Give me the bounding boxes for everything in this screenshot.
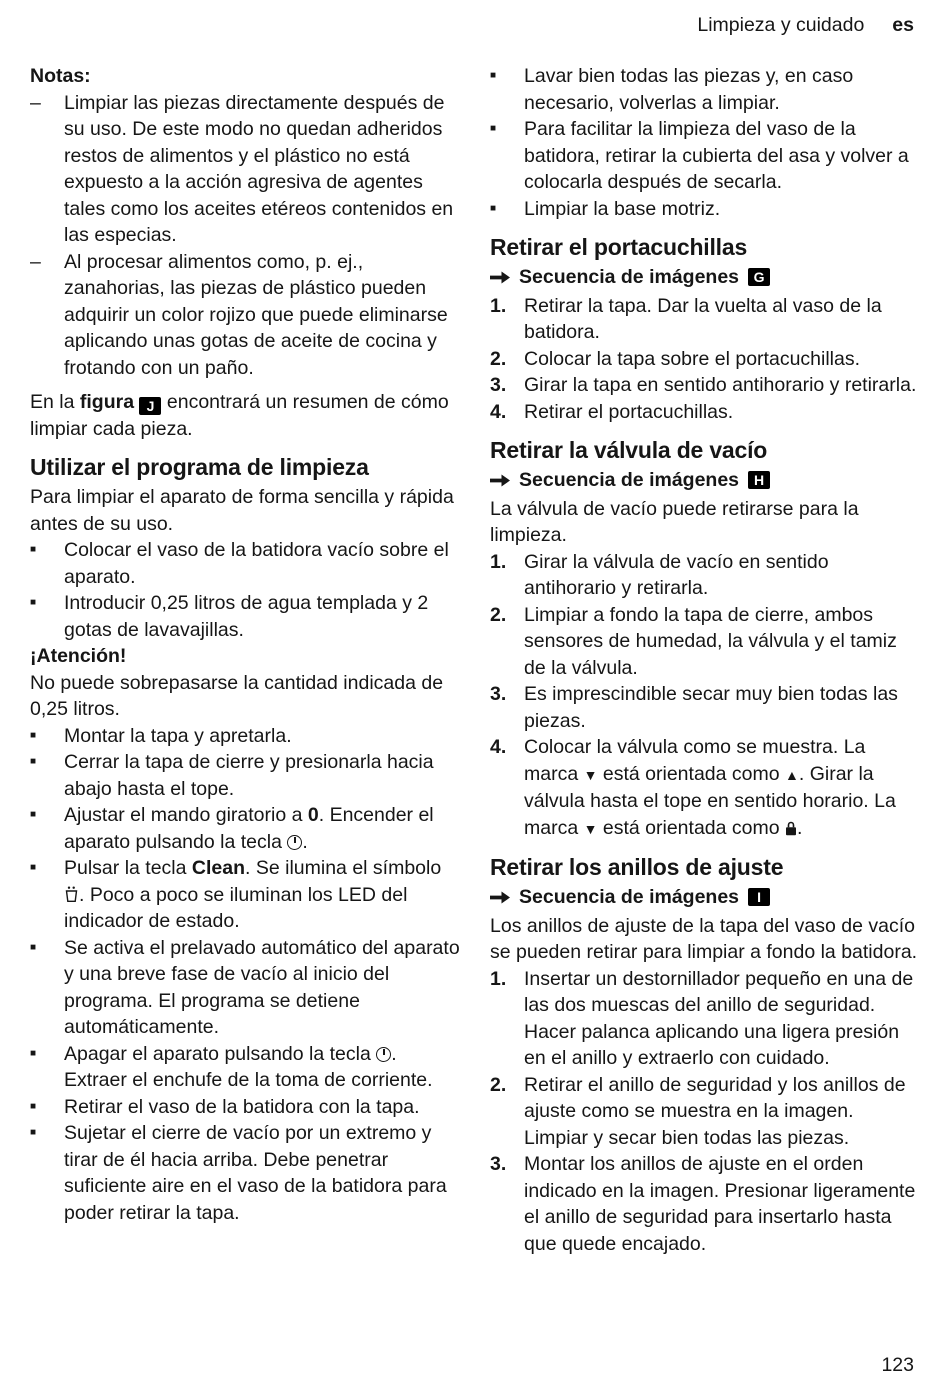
arrow-right-icon xyxy=(490,271,510,284)
bullet-item xyxy=(30,855,460,935)
item-text: Sujetar el cierre de vacío por un extremo y tirar de él hacia arriba. Debe penetrar suficiente aire en el vaso de la batidora para poder retirar la tapa. xyxy=(64,1122,447,1224)
clean-program-icon xyxy=(64,882,79,909)
item-number: 1. xyxy=(490,294,507,317)
item-text: Al procesar alimentos como, p. ej., zanahorias, las piezas de plástico pueden adquirir un color rojizo que puede eliminarse aplicando unas gotas de aceite de cocina y frotando con un paño. xyxy=(64,250,448,379)
bullet-item xyxy=(30,1120,460,1226)
bullet-marker: ■ xyxy=(30,544,37,555)
sequence-label: Secuencia de imágenes xyxy=(519,266,740,288)
bold-text: figura xyxy=(79,391,135,413)
section-heading: Utilizar el programa de limpieza xyxy=(30,454,369,480)
lock-icon xyxy=(785,815,797,842)
item-text: Retirar el anillo de seguridad y los anillos de ajuste como se muestra en la imagen. Limpiar y secar bien todas las piezas. xyxy=(524,1073,906,1149)
num-item xyxy=(490,681,920,734)
mark-down-icon: ▼ xyxy=(583,766,598,783)
bullet-marker: ■ xyxy=(30,756,37,767)
item-text: Retirar el portacuchillas. xyxy=(524,400,734,423)
num-item xyxy=(490,549,920,602)
section-heading: Retirar la válvula de vacío xyxy=(490,437,768,463)
bullet-marker: ■ xyxy=(30,862,37,873)
sequence-label: Secuencia de imágenes xyxy=(519,886,740,908)
item-text: Introducir 0,25 litros de agua templada y 2 gotas de lavavajillas. xyxy=(64,592,429,641)
bullet-item xyxy=(490,63,920,116)
item-number: 3. xyxy=(490,683,507,705)
power-bar xyxy=(294,837,296,843)
bullet-item xyxy=(30,1041,460,1094)
item-text: Limpiar la base motriz. xyxy=(524,197,721,220)
bullet-item xyxy=(30,1094,460,1121)
item-text: Retirar la tapa. Dar la vuelta al vaso de la batidora. xyxy=(524,294,882,343)
item-number: 4. xyxy=(490,400,507,423)
paragraph: No puede sobrepasarse la cantidad indicada de 0,25 litros. xyxy=(30,671,444,720)
bullet-marker: ■ xyxy=(30,597,37,608)
dash-item xyxy=(30,249,460,382)
num-item xyxy=(490,372,920,399)
item-text: Colocar la tapa sobre el portacuchillas. xyxy=(524,347,861,370)
mark-up-icon: ▲ xyxy=(785,766,799,783)
figure-badge: H xyxy=(748,471,770,489)
language-code: es xyxy=(892,14,914,36)
item-number: 2. xyxy=(490,603,507,626)
item-text: Lavar bien todas las piezas y, en caso necesario, volverlas a limpiar. xyxy=(524,65,854,114)
right-column xyxy=(490,63,920,1257)
num-item xyxy=(490,399,920,426)
section-heading: Retirar los anillos de ajuste xyxy=(490,854,784,880)
page-header xyxy=(0,0,950,37)
num-item xyxy=(490,293,920,346)
bullet-item xyxy=(30,749,460,802)
bullet-marker: ■ xyxy=(30,1127,37,1138)
item-number: 2. xyxy=(490,347,507,370)
item-text: Cerrar la tapa de cierre y presionarla hacia abajo hasta el tope. xyxy=(64,751,434,800)
bullet-item xyxy=(30,537,460,590)
item-text: Girar la válvula de vacío en sentido antihorario y retirarla. xyxy=(524,550,829,599)
item-number: 2. xyxy=(490,1073,507,1096)
paragraph: La válvula de vacío puede retirarse para la limpieza. xyxy=(490,497,859,546)
bold-label: Notas: xyxy=(30,65,91,87)
item-text: Limpiar a fondo la tapa de cierre, ambos sensores de humedad, la válvula y el tamiz de la válvula. xyxy=(524,603,897,679)
bullet-marker: ■ xyxy=(30,1047,37,1059)
paragraph: Para limpiar el aparato de forma sencilla y rápida antes de su uso. xyxy=(30,486,454,535)
bullet-marker: ■ xyxy=(490,123,497,134)
bullet-marker: ■ xyxy=(30,809,37,820)
arrow-right-icon xyxy=(490,474,510,487)
dash-item xyxy=(30,90,460,249)
item-text: Insertar un destornillador pequeño en una de las dos muescas del anillo de seguridad. Hacer palanca aplicando una ligera presión en el anillo y extraerlo con cuidado. xyxy=(524,967,914,1069)
bullet-item xyxy=(490,116,920,196)
paragraph: Los anillos de ajuste de la tapa del vaso de vacío se pueden retirar para limpiar a fondo la batidora. xyxy=(490,914,918,963)
bullet-marker: ■ xyxy=(490,202,497,214)
num-item xyxy=(490,734,920,842)
sequence-label: Secuencia de imágenes xyxy=(519,469,740,491)
item-text: Se activa el prelavado automático del aparato y una breve fase de vacío al inicio del programa. El programa se detiene automáticamente. xyxy=(64,936,460,1038)
power-icon xyxy=(376,1047,391,1062)
section-heading: Retirar el portacuchillas xyxy=(490,234,748,260)
power-bar xyxy=(383,1049,385,1055)
num-item xyxy=(490,602,920,682)
arrow-right-icon xyxy=(490,891,510,904)
item-text: Colocar la válvula como se muestra. La marca ▼ está orientada como ▲. Girar la válvula hasta el tope en sentido horario. La marca ▼ está orientada como . xyxy=(524,734,920,842)
item-text: Es imprescindible secar muy bien todas las piezas. xyxy=(524,683,898,732)
item-number: 1. xyxy=(490,967,507,990)
item-text: Para facilitar la limpieza del vaso de la batidora, retirar la cubierta del asa y volver a colocarla después de secarla. xyxy=(524,118,909,193)
item-number: 1. xyxy=(490,550,507,573)
figure-badge: J xyxy=(139,397,161,415)
image-sequence-ref xyxy=(490,264,920,291)
num-item xyxy=(490,346,920,373)
num-item xyxy=(490,1072,920,1152)
item-text: Pulsar la tecla Clean. Se ilumina el símbolo . Poco a poco se iluminan los LED del indicador de estado. xyxy=(64,857,442,932)
bullet-item xyxy=(30,935,460,1041)
item-text: Montar la tapa y apretarla. xyxy=(64,724,292,747)
item-text: Apagar el aparato pulsando la tecla . Extraer el enchufe de la toma de corriente. xyxy=(64,1042,433,1091)
num-item xyxy=(490,1151,920,1257)
bullet-item xyxy=(490,196,920,223)
bullet-item xyxy=(30,590,460,643)
item-number: 3. xyxy=(490,1153,507,1175)
item-number: 4. xyxy=(490,736,507,758)
item-number: 3. xyxy=(490,374,507,396)
image-sequence-ref xyxy=(490,884,920,911)
bullet-item xyxy=(30,802,460,855)
item-text: Limpiar las piezas directamente después de su uso. De este modo no quedan adheridos restos de alimentos y el plástico no está expuesto a la acción agresiva de agentes tales como los aceites etéreos contenidos en las especias. xyxy=(64,91,454,246)
item-text: Montar los anillos de ajuste en el orden indicado en la imagen. Presionar ligeramente el anillo de seguridad para insertarlo hasta que quede encajado. xyxy=(524,1153,916,1255)
bullet-marker: ■ xyxy=(30,941,37,953)
power-icon xyxy=(287,835,302,850)
bullet-item xyxy=(30,723,460,750)
item-text: Ajustar el mando giratorio a 0. Encender el aparato pulsando la tecla . xyxy=(64,804,434,853)
num-item xyxy=(490,966,920,1072)
mark-down-icon: ▼ xyxy=(583,820,598,837)
page-number: 123 xyxy=(881,1354,914,1376)
bullet-marker: ■ xyxy=(30,1100,37,1112)
paragraph: En la figura J encontrará un resumen de cómo limpiar cada pieza. xyxy=(30,391,449,440)
bold-text: Clean xyxy=(191,857,246,879)
item-text: Colocar el vaso de la batidora vacío sobre el aparato. xyxy=(64,539,449,588)
bold-label: ¡Atención! xyxy=(30,645,127,667)
bold-text: 0 xyxy=(307,804,319,826)
bullet-marker: ■ xyxy=(30,729,37,741)
bullet-marker: ■ xyxy=(490,70,497,81)
dash-marker: – xyxy=(30,250,41,273)
left-column xyxy=(30,63,460,1257)
chapter-title: Limpieza y cuidado xyxy=(697,14,865,36)
figure-badge: G xyxy=(748,268,770,286)
image-sequence-ref xyxy=(490,467,920,494)
item-text: Girar la tapa en sentido antihorario y retirarla. xyxy=(524,374,917,396)
item-text: Retirar el vaso de la batidora con la tapa. xyxy=(64,1095,420,1118)
dash-marker: – xyxy=(30,91,41,114)
figure-badge: I xyxy=(748,888,770,906)
two-column-layout xyxy=(0,37,950,1257)
